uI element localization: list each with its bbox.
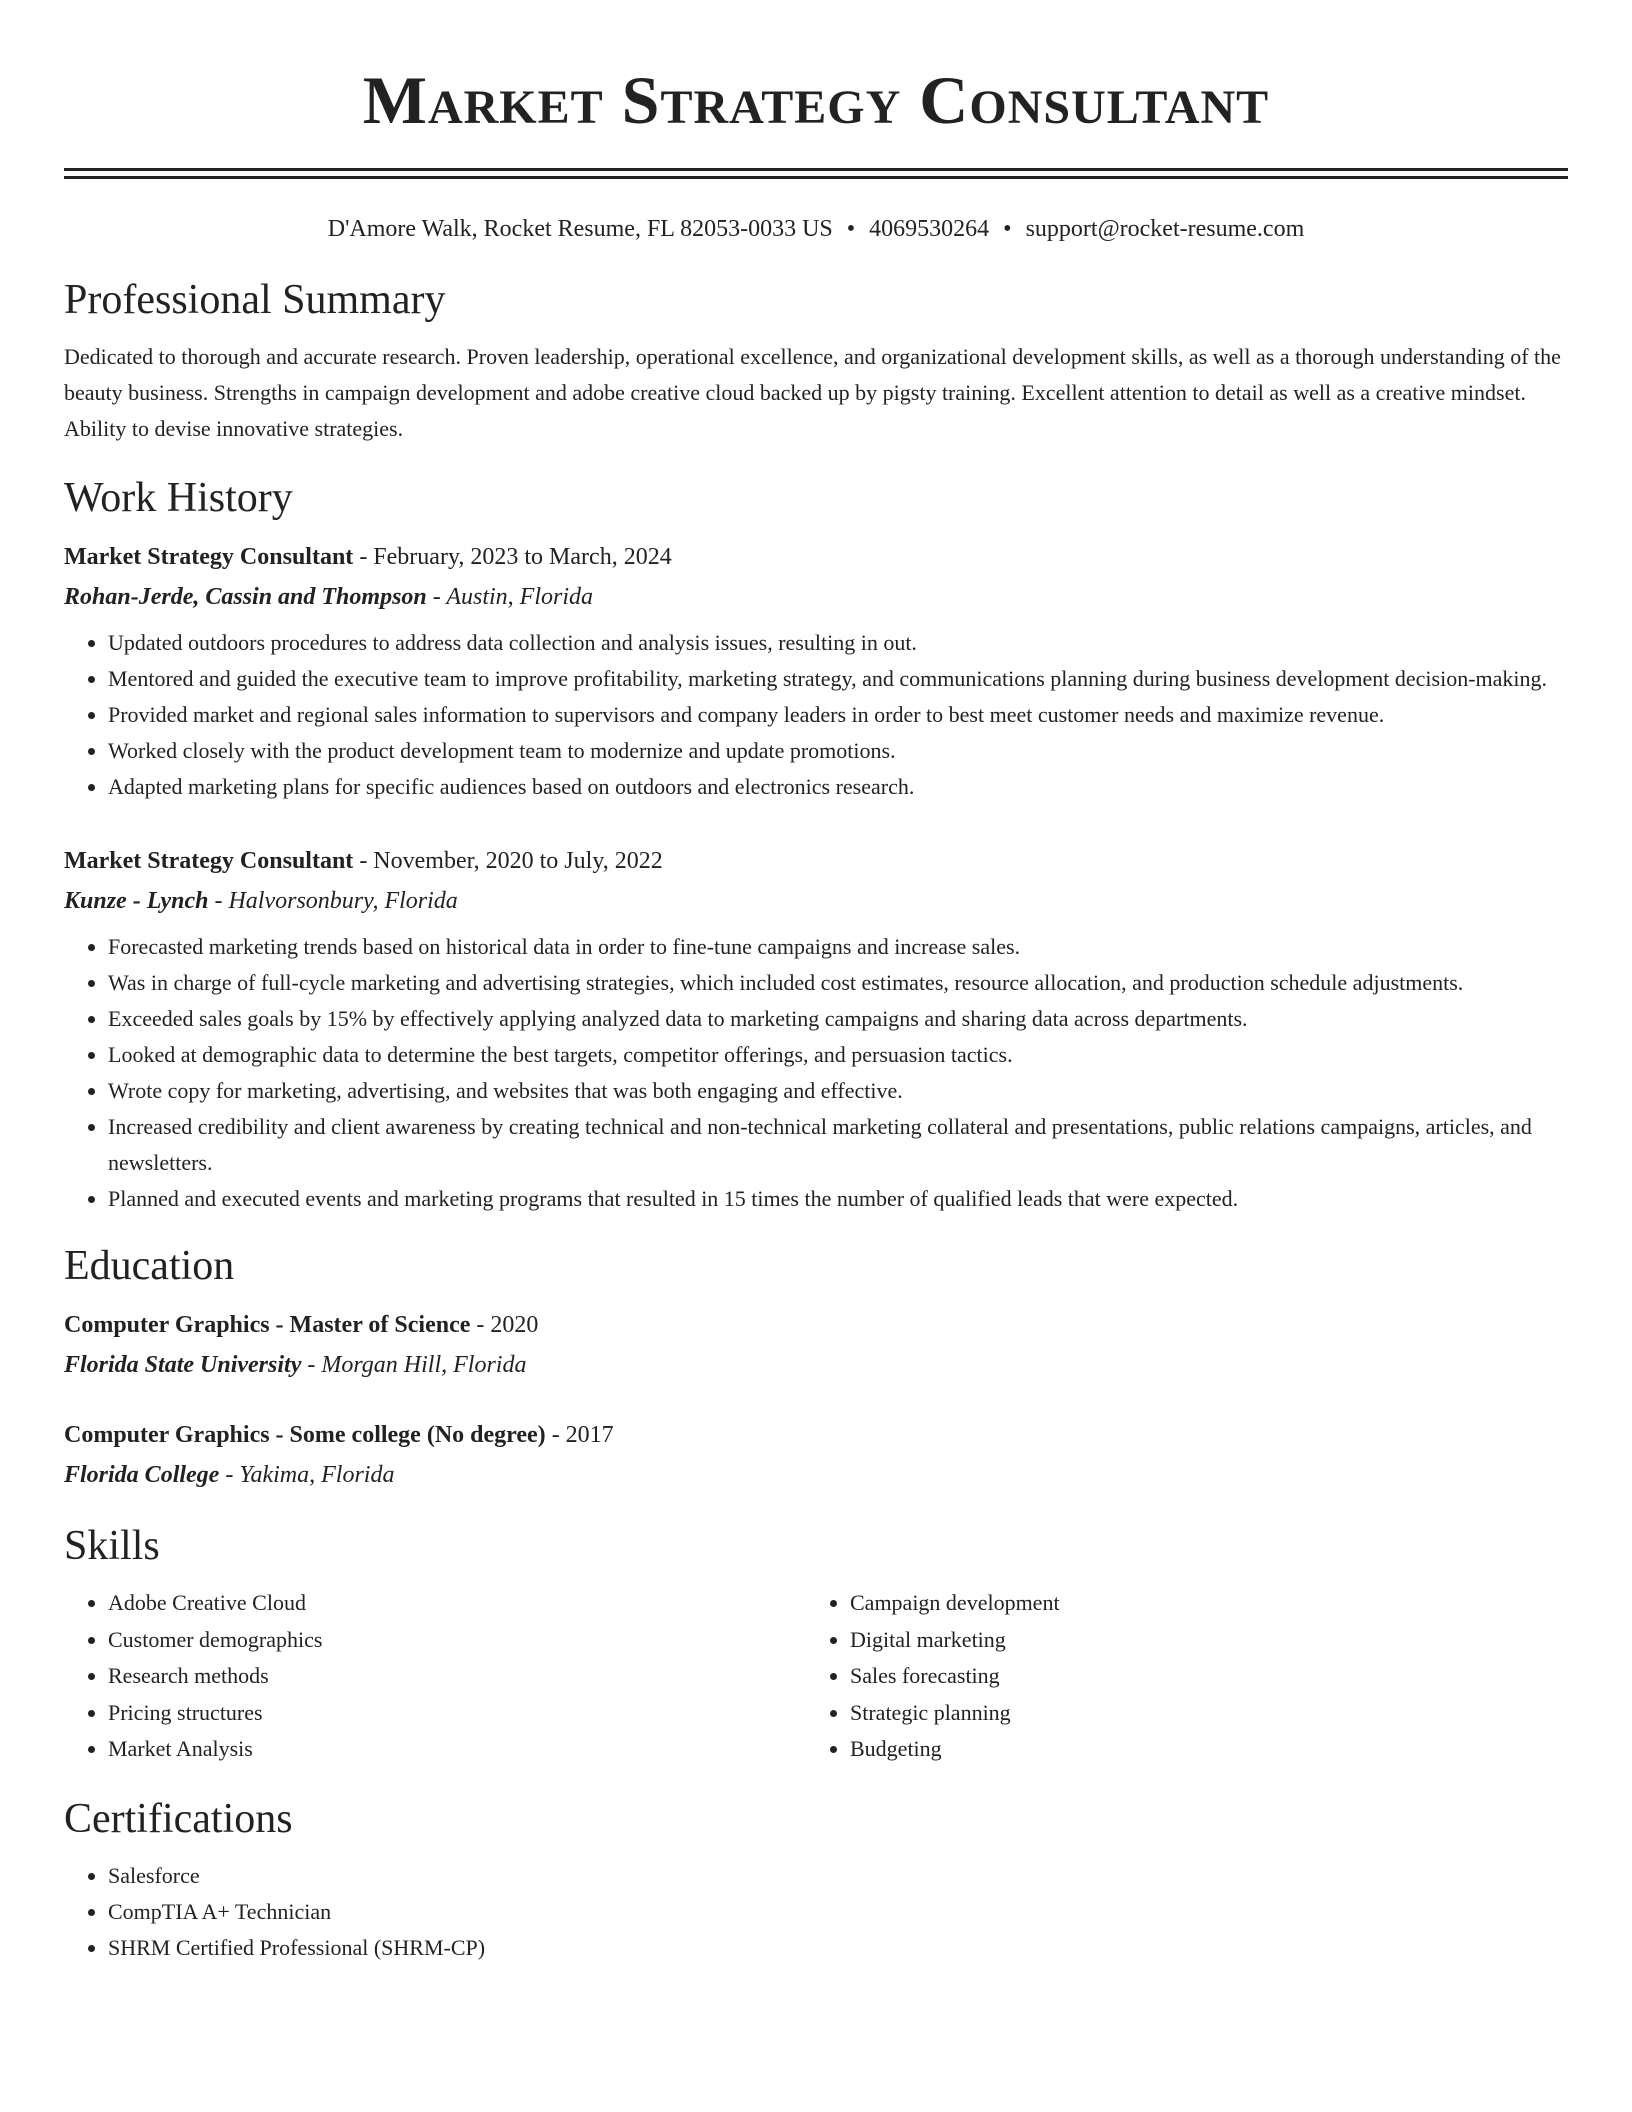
section-heading-summary: Professional Summary <box>64 277 446 323</box>
education-location: - Morgan Hill, Florida <box>301 1352 527 1378</box>
job-location: - Austin, Florida <box>426 584 593 610</box>
contact-address: D'Amore Walk, Rocket Resume, FL 82053-0033 US <box>327 216 833 242</box>
job-bullet: • Forecasted marketing trends based on historical data in order to fine-tune campaigns and increase sales. <box>108 929 1568 965</box>
skills-column-left <box>64 1585 806 1768</box>
job-bullet: • Exceeded sales goals by 15% by effectively applying analyzed data to marketing campaigns and sharing data across departments. <box>108 1001 1568 1037</box>
job-title: Market Strategy Consultant <box>64 544 354 570</box>
job-bullet: • Was in charge of full-cycle marketing and advertising strategies, which included cost estimates, resource allocation, and production schedule adjustments. <box>108 965 1568 1001</box>
education-location: - Yakima, Florida <box>219 1462 395 1488</box>
education-degree: Computer Graphics - Some college (No degree) <box>64 1422 546 1448</box>
resume-name: Market Strategy Consultant <box>362 62 1270 138</box>
contact-phone: 4069530264 <box>869 216 990 242</box>
section-heading-education: Education <box>64 1243 235 1289</box>
job-bullet: • Planned and executed events and marketing programs that resulted in 15 times the number of qualified leads that were expected. <box>108 1181 1568 1217</box>
contact-separator: • <box>1003 216 1012 242</box>
section-heading-skills: Skills <box>64 1523 160 1569</box>
job-title-line <box>64 841 1568 881</box>
education-year: - 2017 <box>545 1422 614 1448</box>
education-degree-line <box>64 1305 1568 1345</box>
education-school-line <box>64 1455 1568 1495</box>
skill-item: • Customer demographics <box>108 1622 806 1659</box>
job-company-line <box>64 577 1568 617</box>
job-company-line <box>64 881 1568 921</box>
job-bullet: • Provided market and regional sales information to supervisors and company leaders in order to best meet customer needs and maximize revenue. <box>108 697 1568 733</box>
education-school-line <box>64 1345 1568 1385</box>
education-degree-line <box>64 1415 1568 1455</box>
skill-item: • Budgeting <box>850 1731 1548 1768</box>
skill-item: • Sales forecasting <box>850 1658 1548 1695</box>
job-company: Rohan-Jerde, Cassin and Thompson <box>64 584 427 610</box>
job-title: Market Strategy Consultant <box>64 848 354 874</box>
section-heading-certifications: Certifications <box>64 1795 293 1842</box>
job-bullet: • Worked closely with the product development team to modernize and update promotions. <box>108 733 1568 769</box>
education-school: Florida State University <box>64 1352 302 1378</box>
job-bullet: • Updated outdoors procedures to address data collection and analysis issues, resulting in out. <box>108 625 1568 661</box>
education-entry <box>64 1415 1568 1495</box>
job-bullet: • Mentored and guided the executive team to improve profitability, marketing strategy, and communications planning during business development decision-making. <box>108 661 1568 697</box>
skill-item: • Strategic planning <box>850 1695 1548 1732</box>
education-year: - 2020 <box>470 1312 539 1338</box>
certification-item: • Salesforce <box>108 1858 1568 1894</box>
education-school: Florida College <box>64 1462 220 1488</box>
education-entry <box>64 1305 1568 1385</box>
resume-page <box>64 0 1568 1966</box>
job-bullet: • Adapted marketing plans for specific audiences based on outdoors and electronics research. <box>108 769 1568 805</box>
summary-text: Dedicated to thorough and accurate research. Proven leadership, operational excellence, and organizational development skills, as well as a thorough understanding of the beauty business. Strengths in campaign development and adobe creative cloud backed up by pigsty training. Excellent attention to detail as well as a creative mindset. Ability to devise innovative strategies. <box>64 344 1561 441</box>
certification-item: • SHRM Certified Professional (SHRM-CP) <box>108 1930 1568 1966</box>
skills-column-right <box>806 1585 1548 1768</box>
section-heading-work-history: Work History <box>64 475 293 521</box>
certification-item: • CompTIA A+ Technician <box>108 1894 1568 1930</box>
certifications-list <box>64 1858 1568 1966</box>
skills-grid <box>64 1585 1568 1768</box>
contact-line <box>64 213 1568 245</box>
job-entry <box>64 537 1568 805</box>
job-bullet: • Wrote copy for marketing, advertising, and websites that was both engaging and effective. <box>108 1073 1568 1109</box>
skill-item: • Adobe Creative Cloud <box>108 1585 806 1622</box>
contact-separator: • <box>846 216 856 242</box>
contact-email: support@rocket-resume.com <box>1025 216 1305 242</box>
skill-item: • Market Analysis <box>108 1731 806 1768</box>
job-bullets <box>64 625 1568 805</box>
job-bullet: • Increased credibility and client awareness by creating technical and non-technical marketing collateral and presentations, public relations campaigns, articles, and newsletters. <box>108 1109 1568 1181</box>
job-entry <box>64 841 1568 1217</box>
education-degree: Computer Graphics - Master of Science <box>64 1312 471 1338</box>
job-location: - Halvorsonbury, Florida <box>208 888 458 914</box>
skill-item: • Pricing structures <box>108 1695 806 1732</box>
job-bullet: • Looked at demographic data to determine the best targets, competitor offerings, and persuasion tactics. <box>108 1037 1568 1073</box>
job-title-line <box>64 537 1568 577</box>
job-dates: - November, 2020 to July, 2022 <box>353 848 663 874</box>
job-company: Kunze - Lynch <box>64 888 209 914</box>
skill-item: • Digital marketing <box>850 1622 1548 1659</box>
skill-item: • Campaign development <box>850 1585 1548 1622</box>
skill-item: • Research methods <box>108 1658 806 1695</box>
header-rule-top <box>64 168 1568 171</box>
job-bullets <box>64 929 1568 1217</box>
header-rule-bottom <box>64 176 1568 179</box>
job-dates: - February, 2023 to March, 2024 <box>353 544 672 570</box>
